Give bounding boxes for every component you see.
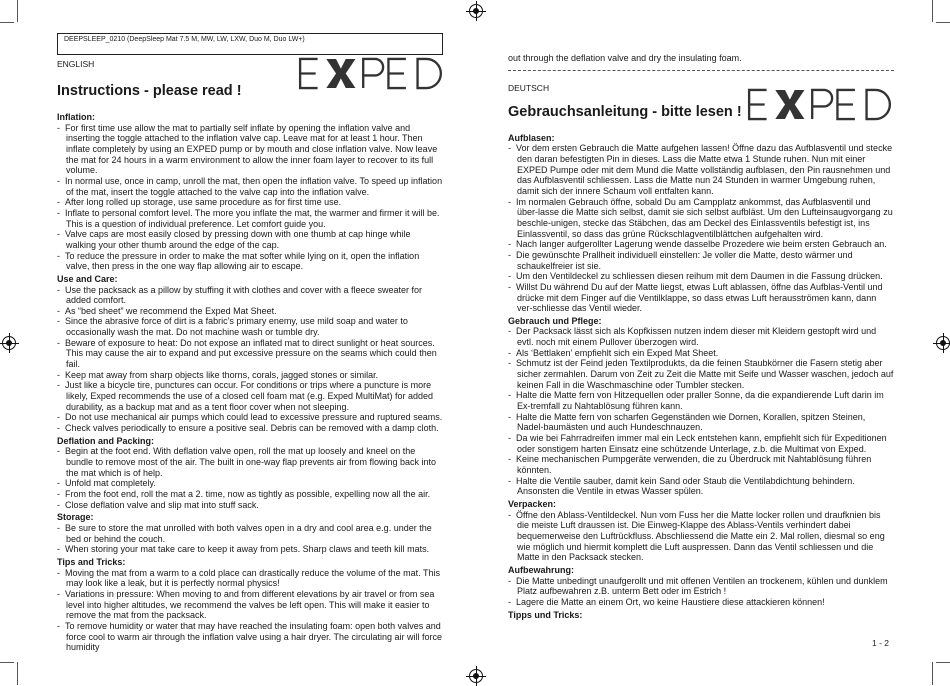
instruction-item: - Since the abrasive force of dirt is a fabric’s primary enemy, use mild soap and water to occasionally wash the mat. Do not machine wash or tumble dry. [57, 316, 443, 337]
instruction-sections [57, 112, 443, 653]
instruction-item: - Die gewünschte Prallheit individuell einstellen: Je voller die Matte, desto wärmer und schaukelfreier ist sie. [508, 250, 894, 271]
instruction-item: - Nach langer aufgerollter Lagerung wende dasselbe Prozedere wie beim ersten Gebrauch an. [508, 239, 894, 250]
registration-mark-icon [936, 336, 950, 350]
registration-mark-icon [2, 336, 16, 350]
instruction-item: - Da wie bei Fahrradreifen immer mal ein Leck entstehen kann, empfiehlt sich für Expeditionen oder sonstigem harten Einsatz eine schützende Unterlage, z.b. die Multimat von Exped. [508, 433, 894, 454]
instruction-item: - Lagere die Matte an einem Ort, wo keine Haustiere diese attackieren können! [508, 597, 894, 608]
registration-mark-icon [469, 669, 483, 683]
instruction-item: - Be sure to store the mat unrolled with both valves open in a dry and cool area e.g. under the bed or behind the couch. [57, 523, 443, 544]
language-label: DEUTSCH [508, 82, 550, 93]
instruction-sections [508, 133, 894, 621]
section-heading: Aufbewahrung: [508, 564, 574, 575]
german-column [508, 53, 894, 620]
section-heading: Aufblasen: [508, 132, 555, 143]
instruction-item: - Im normalen Gebrauch öffne, sobald Du am Campplatz ankommst, das Aufblasventil und über-lasse die Matte sich selbst, damit sie sich selbst aufbläst. Um den Lufteinsaugvorgang zu beschle-unigen, stecke das Stäbchen, das am Deckel des Einlassventils befestigt ist, ins Einlassventil, so dass das grüne Rückschlagventilblättchen aufgehalten wird. [508, 197, 894, 240]
instruction-item: - After long rolled up storage, use same procedure as for first time use. [57, 197, 443, 208]
instruction-item: - From the foot end, roll the mat a 2. time, now as tightly as possible, expelling now all the air. [57, 489, 443, 500]
page-title: Gebrauchsanleitung - bitte lesen ! [508, 103, 742, 120]
instruction-item: - In normal use, once in camp, unroll the mat, then open the inflation valve. To speed up inflation of the mat, insert the toggle attached to the valve cap into the inflation valve. [57, 176, 443, 197]
instruction-item: - Öffne den Ablass-Ventildeckel. Nun vom Fuss her die Matte locker rollen und draufknien bis die meiste Luft draussen ist. Die Einweg-Klappe des Ablass-Ventils verhindert dabei bequemerweise den Luftrückfluss. Abschliessend die Matte ein 2. Mal rollen, diesmal so eng wie möglich und hiermit komplett die Luft auspressen. Dann das Ventil schliessen und die Matte in den Packsack stecken. [508, 510, 894, 563]
section-heading: Gebrauch und Pflege: [508, 315, 602, 326]
instruction-item: - Halte die Ventile sauber, damit kein Sand oder Staub die Ventilabdichtung behindern. Ansonsten die Ventile in etwas Wasser spülen. [508, 476, 894, 497]
crop-mark [17, 0, 18, 22]
instruction-item: - Begin at the foot end. With deflation valve open, roll the mat up loosely and kneel on the bundle to remove most of the air. The built in one-way flap prevents air from flowing back into the mat which is of help. [57, 446, 443, 478]
instruction-item: - Do not use mechanical air pumps which could lead to excessive pressure and ruptured seams. [57, 412, 443, 423]
instruction-item: - When storing your mat take care to keep it away from pets. Sharp claws and teeth kill mats. [57, 544, 443, 555]
registration-mark-icon [469, 4, 483, 18]
product-header-box: DEEPSLEEP_0210 (DeepSleep Mat 7.5 M, MW, LW, LXW, Duo M, Duo LW+) [57, 33, 443, 55]
instruction-item: - Valve caps are most easily closed by pressing down with one thumb at cap hinge while walking your other thumb around the edge of the cap. [57, 229, 443, 250]
instruction-item: - Die Matte unbedingt unaufgerollt und mit offenen Ventilen an trockenem, kühlen und dunklem Platz aufbewahren z.B. unterm Bett oder im Estrich ! [508, 576, 894, 597]
section-heading: Inflation: [57, 112, 95, 122]
instruction-item: - To reduce the pressure in order to make the mat softer while lying on it, open the inflation valve, then press in the one way flap allowing air to escape. [57, 251, 443, 272]
section-heading: Use and Care: [57, 273, 118, 284]
crop-mark [0, 662, 14, 663]
language-label: ENGLISH [57, 59, 95, 69]
page-number: 1 - 2 [872, 638, 890, 648]
exped-logo [745, 88, 893, 121]
crop-mark [0, 22, 14, 23]
crop-mark [936, 662, 950, 663]
instruction-item: - Use the packsack as a pillow by stuffing it with clothes and cover with a fleece sweater for added comfort. [57, 285, 443, 306]
instruction-item: - For first time use allow the mat to partially self inflate by opening the inflation valve and inserting the toggle attached to the inflation valve cap. Leave mat for at least 1 hour. Then inflate completely by using an EXPED pump or by mouth and close inflation valve. Now leave the mat for 24 hours in a warm environment to allow the inner foam layer to recover to its full volume. [57, 123, 443, 176]
continuation-text: out through the deflation valve and dry the insulating foam. [508, 53, 742, 63]
section-heading: Verpacken: [508, 498, 557, 509]
crop-mark [936, 22, 950, 23]
instruction-item: - Just like a bicycle tire, punctures can occur. For conditions or trips where a puncture is more likely, Exped recommends the use of a closed cell foam mat (e.g. Exped MultiMat) for added durability, as a backup mat and as a tent floor cover when not sleeping. [57, 380, 443, 412]
section-heading: Storage: [57, 512, 94, 523]
exped-logo [297, 57, 443, 90]
page-title: Instructions - please read ! [57, 83, 242, 99]
crop-mark [932, 0, 933, 22]
instruction-item: - Schmutz ist der Feind jeden Textilprodukts, da die feinen Staubkörner die Fasern stetig aber sicher zermahlen. Darum von Zeit zu Zeit die Matte mit Seife und Wasser waschen, jedoch auf keinen Fall in die Waschmaschine oder Tumbler stecken. [508, 358, 894, 390]
crop-mark [932, 662, 933, 685]
instruction-item: - Variations in pressure: When moving to and from different elevations by air travel or from sea level into higher altitudes, we recommend the valves be left open. This will make it easier to remove the mat from the packsack. [57, 589, 443, 621]
instruction-item: - Halte die Matte fern von scharfen Gegenständen wie Dornen, Korallen, spitzen Steinen, Nadel-baumästen und auch Hundeschnauzen. [508, 412, 894, 433]
instruction-item: - Beware of exposure to heat: Do not expose an inflated mat to direct sunlight or heat sources. This may cause the air to expand and put excessive pressure on the seams which could then fail. [57, 338, 443, 370]
instruction-item: - Keine mechanischen Pumpgeräte verwenden, die zu Überdruck mit Nahtablösung führen könnten. [508, 454, 894, 475]
instruction-item: - As “bed sheet” we recommend the Exped Mat Sheet. [57, 306, 443, 317]
instruction-item: - Willst Du während Du auf der Matte liegst, etwas Luft ablassen, öffne das Aufblas-Ventil und drücke mit dem Finger auf die Ventilklappe, so dass etwas Luft herausströmen kann, dann ver-schliesse das Ventil wieder. [508, 282, 894, 314]
instruction-item: - Vor dem ersten Gebrauch die Matte aufgehen lassen! Öffne dazu das Aufblasventil und stecke den daran befestigten Pin in dieses. Lass die Matte etwa 1 Stunde ruhen. Nun mit einer EXPED Pumpe oder mit dem Mund die Matte vollständig aufblasen, den Pin rausnehmen und das Aufblasventil schliessen. Lass die Matte nun 24 Stunden in warmer Umgebung ruhen, damit sich der innere Schaum voll entfalten kann. [508, 143, 894, 196]
instruction-item: - Halte die Matte fern von Hitzequellen oder praller Sonne, da die expandierende Luft darin im Ex-tremfall zu Nahtablösung führen kann. [508, 390, 894, 411]
instruction-item: - Um den Ventildeckel zu schliessen diesen reihum mit dem Daumen in die Fassung drücken. [508, 271, 894, 282]
instruction-item: - Als ‘Bettlaken’ empfiehlt sich ein Exped Mat Sheet. [508, 348, 894, 359]
section-heading: Tipps und Tricks: [508, 609, 583, 620]
dashed-divider [508, 70, 894, 71]
section-heading: Deflation and Packing: [57, 435, 155, 446]
instruction-item: - Moving the mat from a warm to a cold place can drastically reduce the volume of the mat. This may look like a leak, but it is perfectly normal physics! [57, 568, 443, 589]
instruction-item: - Der Packsack lässt sich als Kopfkissen nutzen indem dieser mit Kleidern gestopft wird und evtl. noch mit einem Pullover überzogen wird. [508, 326, 894, 347]
crop-mark [17, 662, 18, 685]
instruction-item: - Close deflation valve and slip mat into stuff sack. [57, 500, 443, 511]
instruction-item: - Unfold mat completely. [57, 478, 443, 489]
english-column [57, 33, 443, 653]
instruction-item: - To remove humidity or water that may have reached the insulating foam: open both valves and force cool to warm air through the inflation valve using a hair dryer. The circulating air will force humidity [57, 621, 443, 653]
instruction-item: - Keep mat away from sharp objects like thorns, corals, jagged stones or similar. [57, 370, 443, 381]
instruction-item: - Check valves periodically to ensure a positive seal. Debris can be removed with a damp cloth. [57, 423, 443, 434]
instruction-item: - Inflate to personal comfort level. The more you inflate the mat, the warmer and firmer it will be. This is a question of individual preference. Let comfort guide you. [57, 208, 443, 229]
section-heading: Tips and Tricks: [57, 556, 126, 567]
